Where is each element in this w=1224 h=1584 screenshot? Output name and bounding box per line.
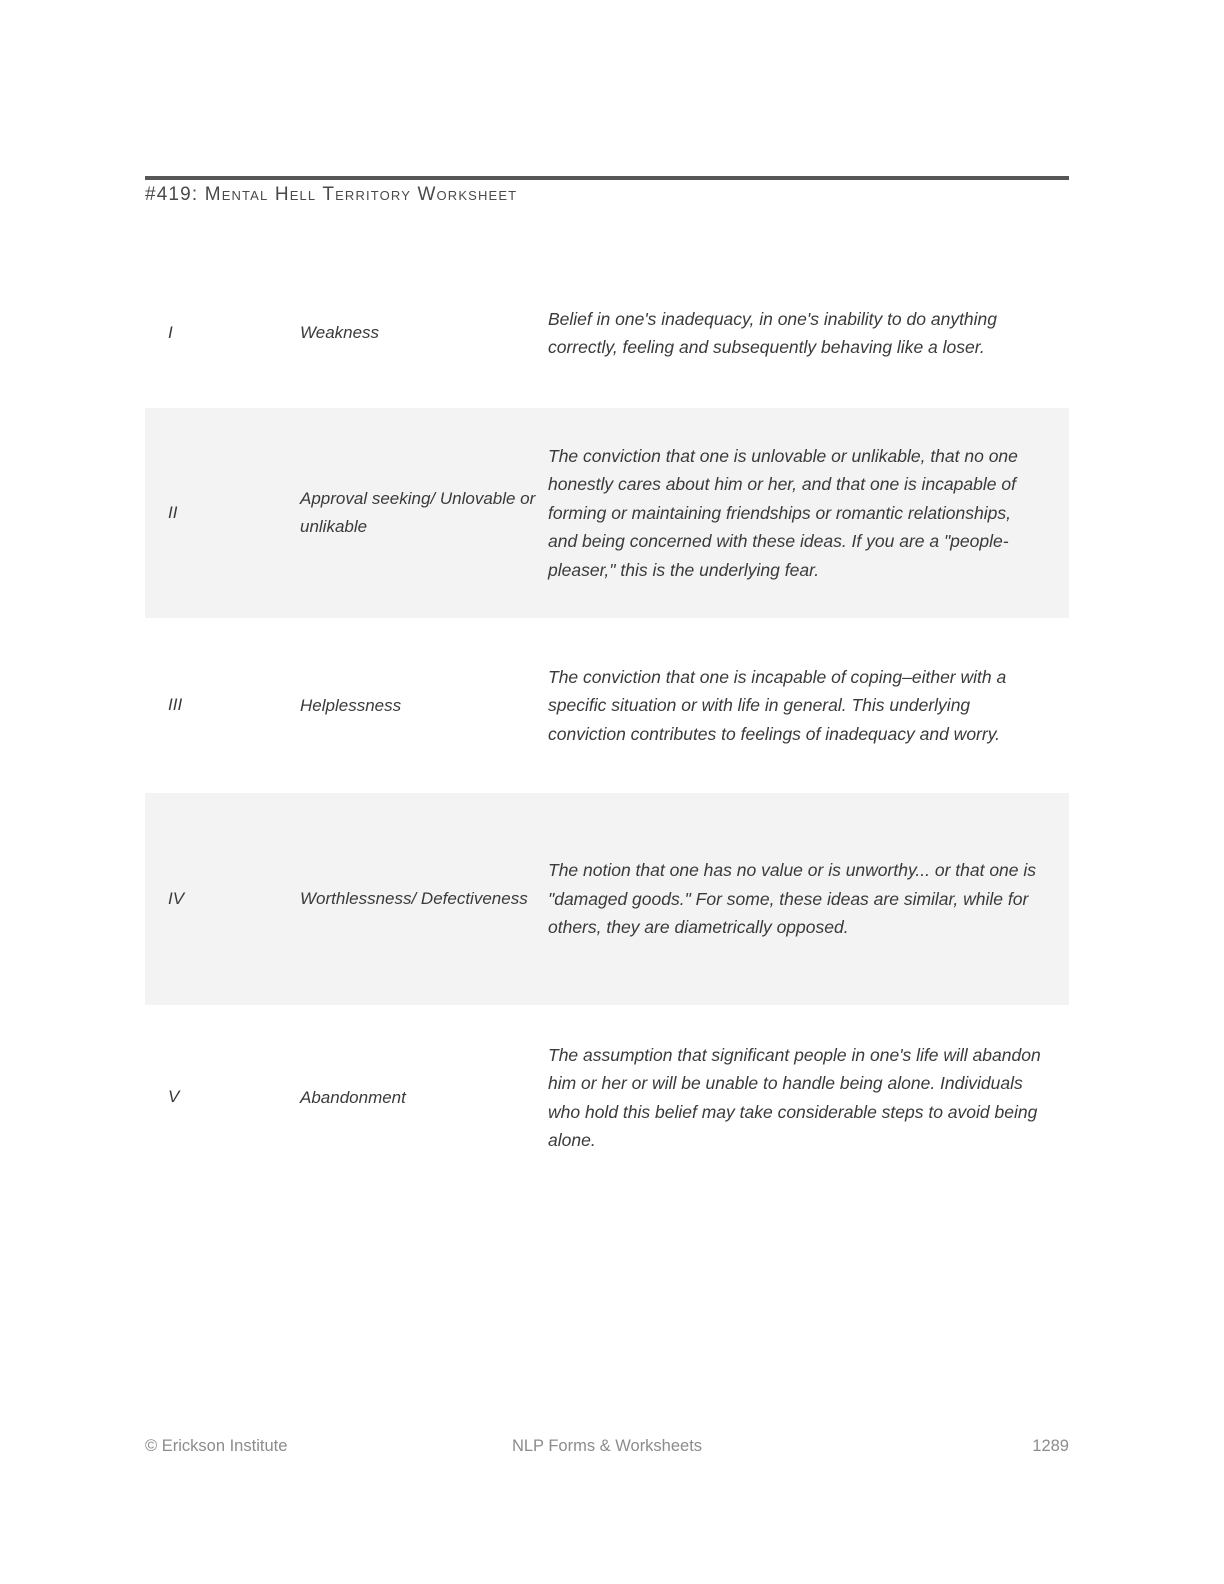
- row-name: Weakness: [300, 323, 380, 343]
- footer-page-number: 1289: [1032, 1437, 1069, 1455]
- footer-copyright: © Erickson Institute: [145, 1437, 288, 1455]
- header-rule: [145, 176, 1069, 180]
- footer-book-title: NLP Forms & Worksheets: [511, 1437, 703, 1455]
- row-description: The notion that one has no value or is unworthy... or that one is "damaged goods." For some, these ideas are similar, while for others, they are diametrically opposed.: [548, 860, 1037, 938]
- row-description: Belief in one's inadequacy, in one's inability to do anything correctly, feeling and subsequently behaving like a loser.: [548, 308, 998, 357]
- row-description: The conviction that one is unlovable or unlikable, that no one honestly cares about him or her, and that one is incapable of forming or maintaining friendships or romantic relationships, and being concerned with these ideas. If you are a "people-pleaser," this is the underlying fear.: [548, 446, 1018, 580]
- table-row: [145, 793, 1069, 1005]
- mental-hell-territory-table: [145, 258, 1069, 1190]
- row-name: Worthlessness/ Defectiveness: [300, 889, 528, 909]
- row-name: Abandonment: [300, 1087, 406, 1107]
- row-numeral: IV: [168, 888, 185, 908]
- row-description: The assumption that significant people in one's life will abandon him or her or will be unable to handle being alone. Individuals who hold this belief may take considerable steps to avoid being alone.: [548, 1044, 1041, 1150]
- table-row: [145, 618, 1069, 793]
- row-numeral: II: [168, 502, 178, 522]
- table-row: [145, 1005, 1069, 1190]
- table-row: [145, 258, 1069, 408]
- page-footer: [145, 1437, 1069, 1456]
- row-name: Helplessness: [300, 695, 402, 715]
- row-name: Approval seeking/ Unlovable or unlikable: [300, 489, 536, 536]
- row-description: The conviction that one is incapable of coping–either with a specific situation or with life in general. This underlying conviction contributes to feelings of inadequacy and worry.: [548, 666, 1007, 744]
- page-title: #419: Mental Hell Territory Worksheet: [145, 184, 518, 205]
- row-numeral: I: [168, 322, 173, 342]
- table-row: [145, 408, 1069, 618]
- row-numeral: V: [168, 1087, 180, 1107]
- row-numeral: III: [168, 695, 183, 715]
